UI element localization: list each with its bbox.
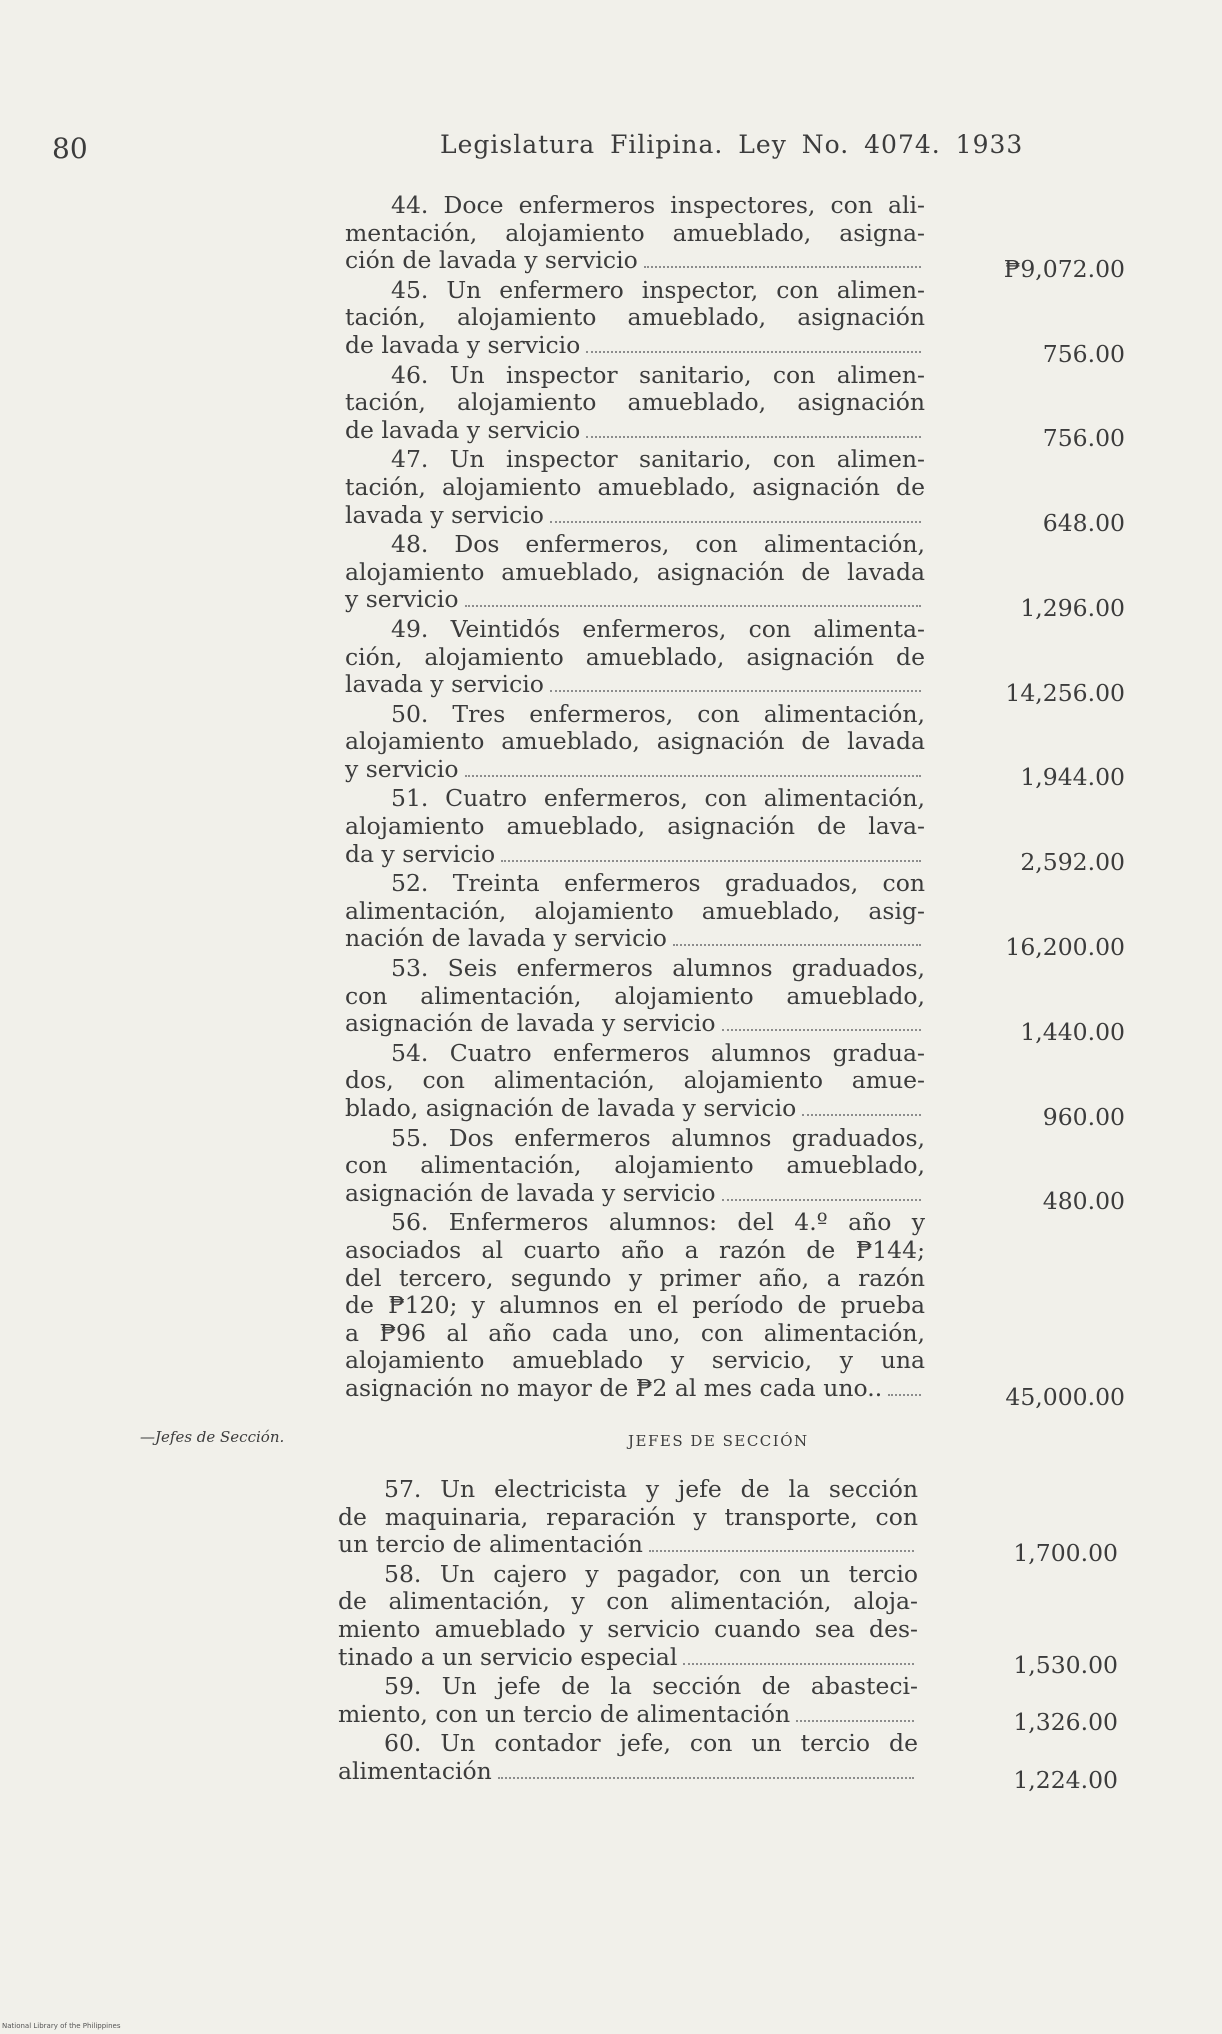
margin-note: —Jefes de Sección. — [140, 1428, 285, 1446]
budget-entry — [338, 1672, 1128, 1737]
entry-line: con alimentación, alojamiento amueblado, — [345, 981, 925, 1010]
dot-leader — [550, 690, 921, 692]
budget-entry — [345, 1038, 1135, 1131]
entry-line: 59. Un jefe de la sección de abasteci- — [384, 1672, 918, 1701]
entry-text: y servicio — [345, 754, 459, 783]
entry-text: alimentación — [338, 1756, 492, 1785]
entry-line: alimentación, alojamiento amueblado, asig- — [345, 896, 925, 925]
entry-amount: 14,256.00 — [1005, 678, 1125, 707]
entry-line — [345, 841, 925, 869]
dot-leader — [888, 1394, 921, 1396]
entry-amount: 1,440.00 — [1020, 1017, 1125, 1046]
entry-line — [345, 1010, 925, 1038]
entry-line — [345, 1180, 925, 1208]
entry-text: tinado a un servicio especial — [338, 1642, 678, 1671]
entry-line: miento amueblado y servicio cuando sea des- — [338, 1614, 918, 1643]
dot-leader — [802, 1114, 921, 1116]
budget-entries-main — [345, 191, 1135, 1411]
entry-line — [338, 1701, 918, 1729]
budget-entry — [345, 360, 1135, 453]
entry-line — [345, 586, 925, 614]
entry-line: tación, alojamiento amueblado, asignación — [345, 388, 925, 417]
entry-line: ción, alojamiento amueblado, asignación de — [345, 642, 925, 671]
entry-amount: 648.00 — [1042, 509, 1125, 538]
entry-line — [338, 1758, 918, 1786]
budget-entry — [345, 699, 1135, 792]
dot-leader — [465, 775, 921, 777]
budget-entry — [345, 445, 1135, 538]
budget-entry — [345, 275, 1135, 368]
entry-amount: 480.00 — [1042, 1187, 1125, 1216]
entry-amount: ₱9,072.00 — [1003, 254, 1125, 283]
dot-leader — [683, 1663, 914, 1665]
entry-line: 58. Un cajero y pagador, con un tercio — [384, 1559, 918, 1588]
dot-leader — [586, 351, 921, 353]
dot-leader — [465, 605, 921, 607]
entry-line: alojamiento amueblado y servicio, y una — [345, 1346, 925, 1375]
entry-text: de lavada y servicio — [345, 415, 581, 444]
entry-line: 57. Un electricista y jefe de la sección — [384, 1475, 918, 1503]
entry-line: de alimentación, y con alimentación, aloja- — [338, 1587, 918, 1616]
entry-amount: 1,224.00 — [1013, 1765, 1118, 1794]
entry-line: asociados al cuarto año a razón de ₱144; — [345, 1235, 925, 1264]
budget-entry — [345, 784, 1135, 877]
entry-text: asignación de lavada y servicio — [345, 1178, 716, 1207]
entry-line: 45. Un enfermero inspector, con alimen- — [391, 275, 925, 304]
entry-line: tación, alojamiento amueblado, asignación de — [345, 472, 925, 501]
entry-line: 46. Un inspector sanitario, con alimen- — [391, 360, 925, 389]
entry-text: un tercio de alimentación — [338, 1530, 643, 1559]
entry-amount: 960.00 — [1042, 1102, 1125, 1131]
entry-line: alojamiento amueblado, asignación de lavada — [345, 727, 925, 756]
entry-text: asignación de lavada y servicio — [345, 1009, 716, 1038]
budget-entry — [345, 1208, 1135, 1411]
dot-leader — [673, 944, 921, 946]
entry-line — [345, 671, 925, 699]
section-heading: JEFES DE SECCIÓN — [628, 1432, 809, 1450]
entry-amount: 1,326.00 — [1013, 1708, 1118, 1737]
dot-leader — [796, 1720, 914, 1722]
dot-leader — [722, 1029, 921, 1031]
entry-text: nación de lavada y servicio — [345, 924, 667, 953]
entry-text: ción de lavada y servicio — [345, 246, 638, 275]
budget-entry — [338, 1729, 1128, 1794]
budget-entry — [345, 954, 1135, 1046]
entry-line: 56. Enfermeros alumnos: del 4.º año y — [391, 1208, 925, 1237]
entry-amount: 1,530.00 — [1013, 1651, 1118, 1680]
entry-line: 55. Dos enfermeros alumnos graduados, — [391, 1123, 925, 1152]
entry-line: 44. Doce enfermeros inspectores, con ali- — [391, 191, 925, 219]
running-head: Legislatura Filipina. Ley No. 4074. 1933 — [440, 130, 1024, 159]
entry-line: mentación, alojamiento amueblado, asigna- — [345, 218, 925, 247]
budget-entry — [345, 614, 1135, 707]
entry-line: con alimentación, alojamiento amueblado, — [345, 1151, 925, 1180]
entry-line: de maquinaria, reparación y transporte, con — [338, 1502, 918, 1531]
entry-line: 48. Dos enfermeros, con alimentación, — [391, 530, 925, 559]
entry-line — [345, 1095, 925, 1123]
entry-line — [345, 1375, 925, 1403]
entry-line: 52. Treinta enfermeros graduados, con — [391, 869, 925, 898]
entry-line: alojamiento amueblado, asignación de lava- — [345, 812, 925, 841]
entry-line — [345, 502, 925, 530]
entry-line — [338, 1531, 918, 1559]
budget-entry — [345, 530, 1135, 622]
dot-leader — [722, 1199, 921, 1201]
entry-line — [345, 332, 925, 360]
budget-entry — [338, 1559, 1128, 1680]
entry-amount: 756.00 — [1042, 424, 1125, 453]
entry-line — [338, 1644, 918, 1672]
dot-leader — [586, 436, 921, 438]
entry-amount: 1,944.00 — [1020, 763, 1125, 792]
dot-leader — [498, 1777, 914, 1779]
budget-entry — [345, 869, 1135, 962]
entry-line: 49. Veintidós enfermeros, con alimenta- — [391, 614, 925, 643]
entry-amount: 2,592.00 — [1020, 848, 1125, 877]
entry-line: 47. Un inspector sanitario, con alimen- — [391, 445, 925, 474]
entry-line — [345, 417, 925, 445]
dot-leader — [501, 860, 921, 862]
entry-line: de ₱120; y alumnos en el período de prueba — [345, 1291, 925, 1320]
entry-line: 54. Cuatro enfermeros alumnos gradua- — [391, 1038, 925, 1067]
page-number: 80 — [52, 132, 88, 165]
entry-line: 53. Seis enfermeros alumnos graduados, — [391, 954, 925, 983]
budget-entries-section — [338, 1475, 1128, 1794]
entry-line: a ₱96 al año cada uno, con alimentación, — [345, 1318, 925, 1347]
dot-leader — [649, 1550, 914, 1552]
entry-amount: 16,200.00 — [1005, 933, 1125, 962]
entry-line — [345, 247, 925, 275]
entry-line: dos, con alimentación, alojamiento amue- — [345, 1066, 925, 1095]
entry-text: y servicio — [345, 585, 459, 614]
entry-text: miento, con un tercio de alimentación — [338, 1699, 791, 1728]
entry-text: asignación no mayor de ₱2 al mes cada uno.. — [345, 1373, 883, 1402]
entry-amount: 1,700.00 — [1013, 1538, 1118, 1567]
entry-text: da y servicio — [345, 839, 496, 868]
budget-entry — [338, 1475, 1128, 1567]
entry-line — [345, 925, 925, 953]
footer-credit: National Library of the Philippines — [2, 2022, 121, 2030]
dot-leader — [550, 521, 921, 523]
entry-text: lavada y servicio — [345, 670, 544, 699]
entry-text: de lavada y servicio — [345, 330, 581, 359]
entry-amount: 756.00 — [1042, 339, 1125, 368]
entry-line: 51. Cuatro enfermeros, con alimentación, — [391, 784, 925, 813]
budget-entry — [345, 1123, 1135, 1216]
entry-line: tación, alojamiento amueblado, asignación — [345, 303, 925, 332]
entry-amount: 1,296.00 — [1020, 593, 1125, 622]
entry-line: 60. Un contador jefe, con un tercio de — [384, 1729, 918, 1758]
entry-text: lavada y servicio — [345, 500, 544, 529]
entry-line — [345, 756, 925, 784]
entry-text: blado, asignación de lavada y servicio — [345, 1094, 797, 1122]
entry-amount: 45,000.00 — [1005, 1382, 1125, 1411]
entry-line: 50. Tres enfermeros, con alimentación, — [391, 699, 925, 728]
entry-line: alojamiento amueblado, asignación de lavada — [345, 557, 925, 586]
dot-leader — [644, 266, 921, 268]
entry-line: del tercero, segundo y primer año, a razón — [345, 1263, 925, 1292]
budget-entry — [345, 191, 1135, 283]
